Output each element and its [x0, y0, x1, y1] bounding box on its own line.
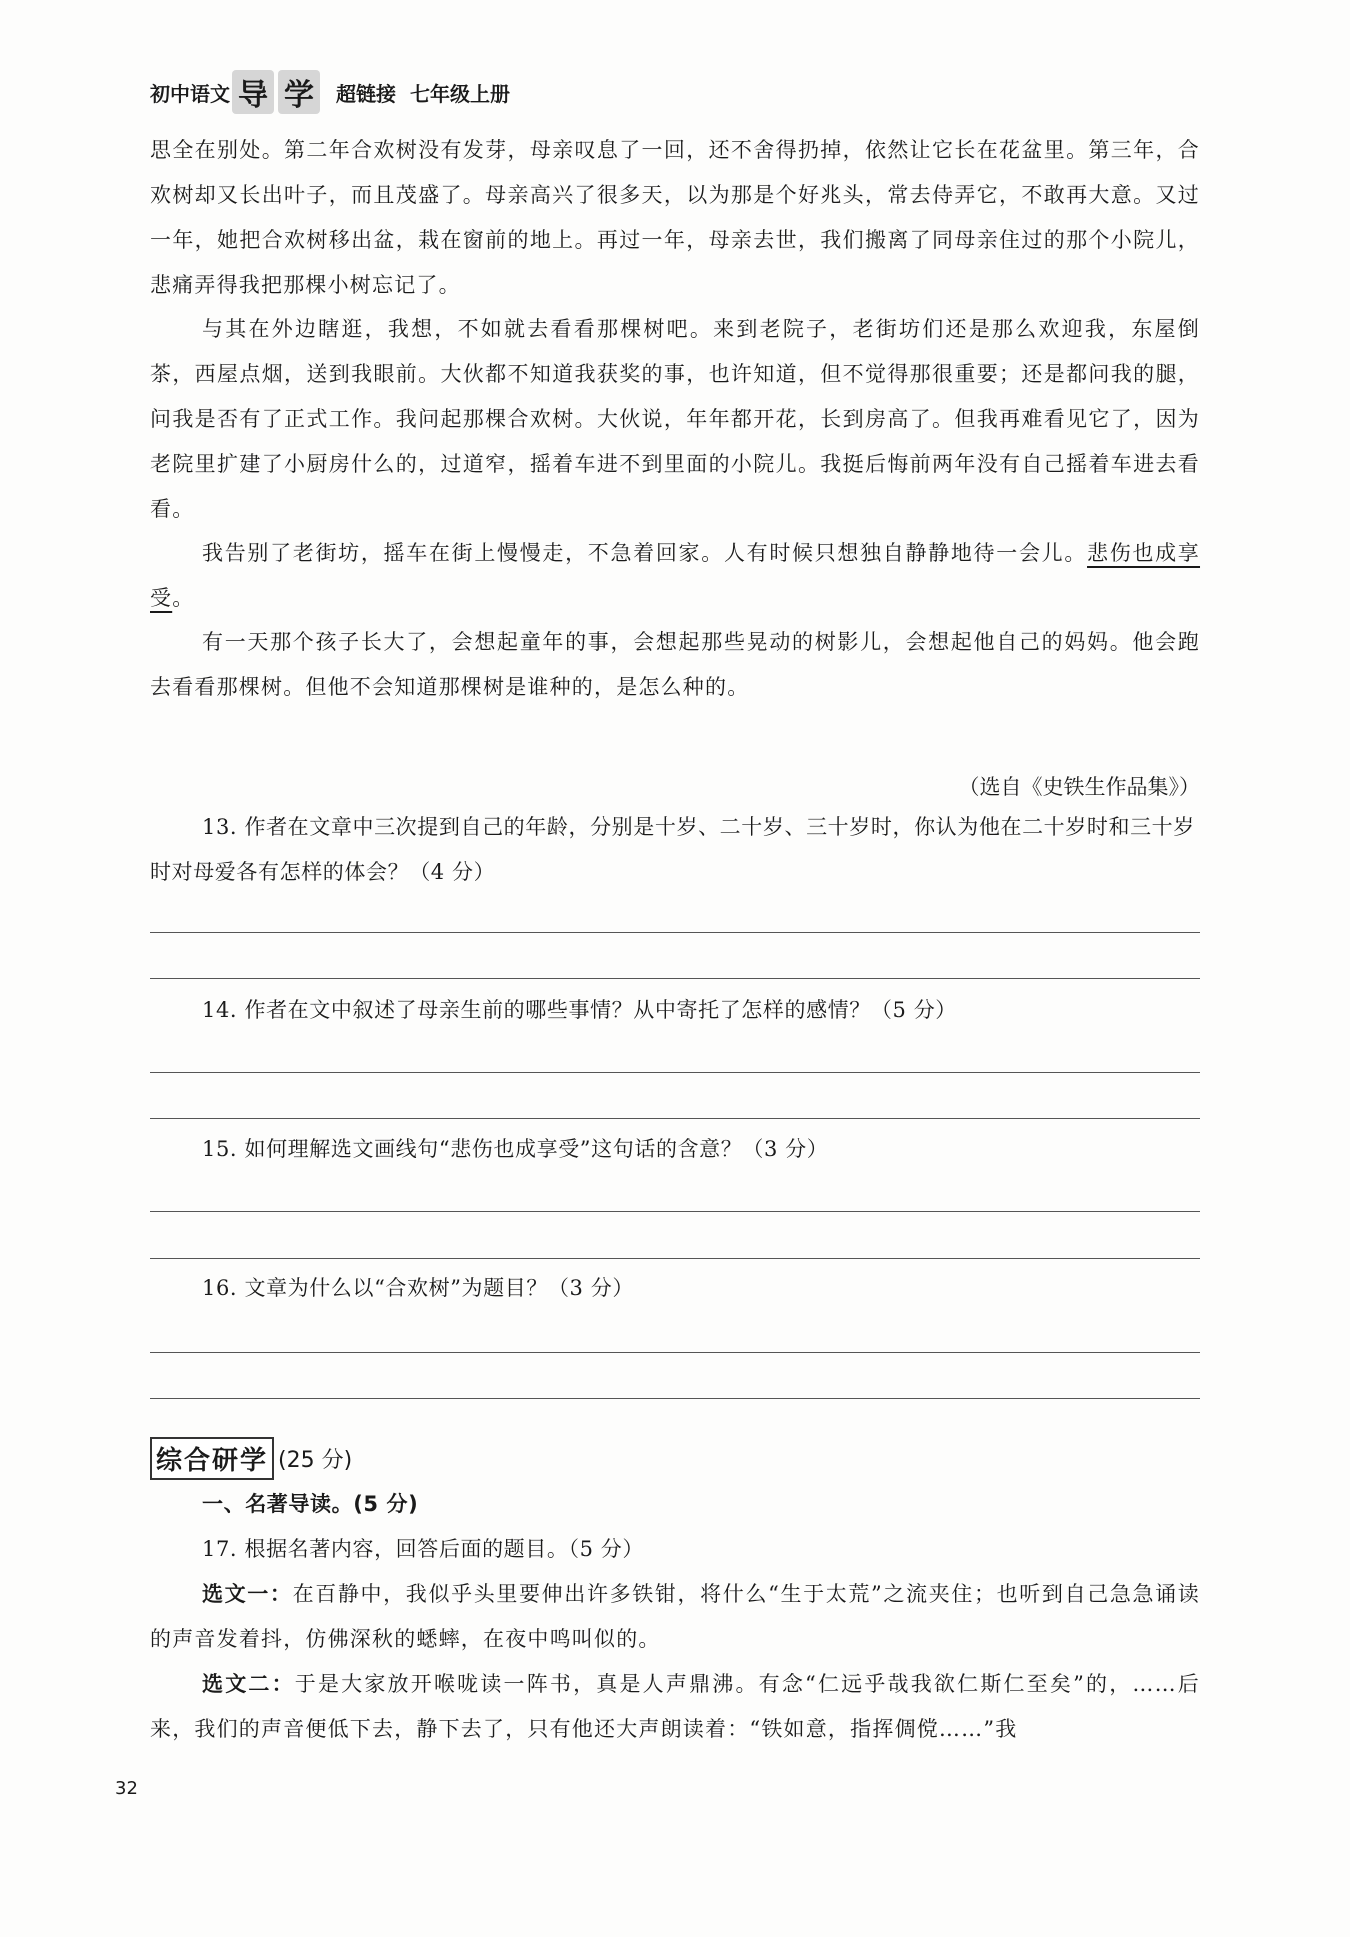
passage-paragraph-1: 思全在别处。第二年合欢树没有发芽，母亲叹息了一回，还不舍得扔掉，依然让它长在花盆里。第三年，合欢树却又长出叶子，而且茂盛了。母亲高兴了很多天，以为那是个好兆头，常去侍弄它，不敢再大意。又过一年，她把合欢树移出盆，栽在窗前的地上。再过一年，母亲去世，我们搬离了同母亲住过的那个小院儿，悲痛弄得我把那棵小树忘记了。	[150, 138, 1200, 297]
passage-paragraph-4: 有一天那个孩子长大了，会想起童年的事，会想起那些晃动的树影儿，会想起他自己的妈妈。他会跑去看看那棵树。但他不会知道那棵树是谁种的，是怎么种的。	[150, 630, 1200, 699]
header-subject: 初中语文	[150, 81, 230, 106]
book-header	[150, 70, 510, 114]
header-series: 超链接	[336, 81, 396, 106]
selection-2-text: 于是大家放开喉咙读一阵书，真是人声鼎沸。有念“仁远乎哉我欲仁斯仁至矣”的，……后来，我们的声音便低下去，静下去了，只有他还大声朗读着：“铁如意，指挥倜傥……”我	[150, 1672, 1200, 1741]
section-heading	[150, 1437, 352, 1480]
paragraph-3-end: 。	[172, 586, 195, 610]
question-15: 15. 如何理解选文画线句“悲伤也成享受”这句话的含意？（3 分）	[202, 1137, 829, 1161]
header-dao-char: 导	[232, 70, 274, 114]
selection-1	[150, 1572, 1200, 1662]
question-17: 17. 根据名著内容，回答后面的题目。（5 分）	[202, 1537, 645, 1561]
answer-line[interactable]	[150, 1072, 1200, 1073]
subsection-heading: 一、名著导读。(5 分)	[202, 1492, 419, 1516]
selection-1-text: 在百静中，我似乎头里要伸出许多铁钳，将什么“生于太荒”之流夹住；也听到自己急急诵读的声音发着抖，仿佛深秋的蟋蟀，在夜中鸣叫似的。	[150, 1582, 1200, 1651]
answer-line[interactable]	[150, 978, 1200, 979]
answer-line[interactable]	[150, 1352, 1200, 1353]
answer-line[interactable]	[150, 1211, 1200, 1212]
selection-1-label: 选文一：	[202, 1582, 293, 1606]
underlined-sentence: 悲伤也成享受	[150, 541, 1201, 610]
passage-source: （选自《史铁生作品集》）	[958, 775, 1200, 799]
answer-line[interactable]	[150, 1398, 1200, 1399]
passage-paragraph-3	[150, 531, 1200, 621]
question-13: 13. 作者在文章中三次提到自己的年龄，分别是十岁、二十岁、三十岁时，你认为他在二十岁时和三十岁时对母爱各有怎样的体会？（4 分）	[150, 815, 1195, 884]
answer-line[interactable]	[150, 932, 1200, 933]
question-16: 16. 文章为什么以“合欢树”为题目？（3 分）	[202, 1276, 634, 1300]
answer-line[interactable]	[150, 1118, 1200, 1119]
question-14: 14. 作者在文中叙述了母亲生前的哪些事情？从中寄托了怎样的感情？（5 分）	[202, 998, 957, 1022]
section-points: (25 分)	[278, 1448, 353, 1473]
selection-2-label: 选文二：	[202, 1672, 295, 1696]
header-grade: 七年级上册	[410, 81, 510, 106]
page-number: 32	[115, 1778, 138, 1799]
answer-line[interactable]	[150, 1258, 1200, 1259]
selection-2	[150, 1662, 1200, 1752]
header-xue-char: 学	[278, 70, 320, 114]
passage-paragraph-2: 与其在外边瞎逛，我想，不如就去看看那棵树吧。来到老院子，老街坊们还是那么欢迎我，东屋倒茶，西屋点烟，送到我眼前。大伙都不知道我获奖的事，也许知道，但不觉得那很重要；还是都问我的腿，问我是否有了正式工作。我问起那棵合欢树。大伙说，年年都开花，长到房高了。但我再难看见它了，因为老院里扩建了小厨房什么的，过道窄，摇着车进不到里面的小院儿。我挺后悔前两年没有自己摇着车进去看看。	[150, 317, 1200, 521]
section-title: 综合研学	[150, 1437, 274, 1480]
paragraph-3-text: 我告别了老街坊，摇车在街上慢慢走，不急着回家。人有时候只想独自静静地待一会儿。	[202, 541, 1088, 565]
